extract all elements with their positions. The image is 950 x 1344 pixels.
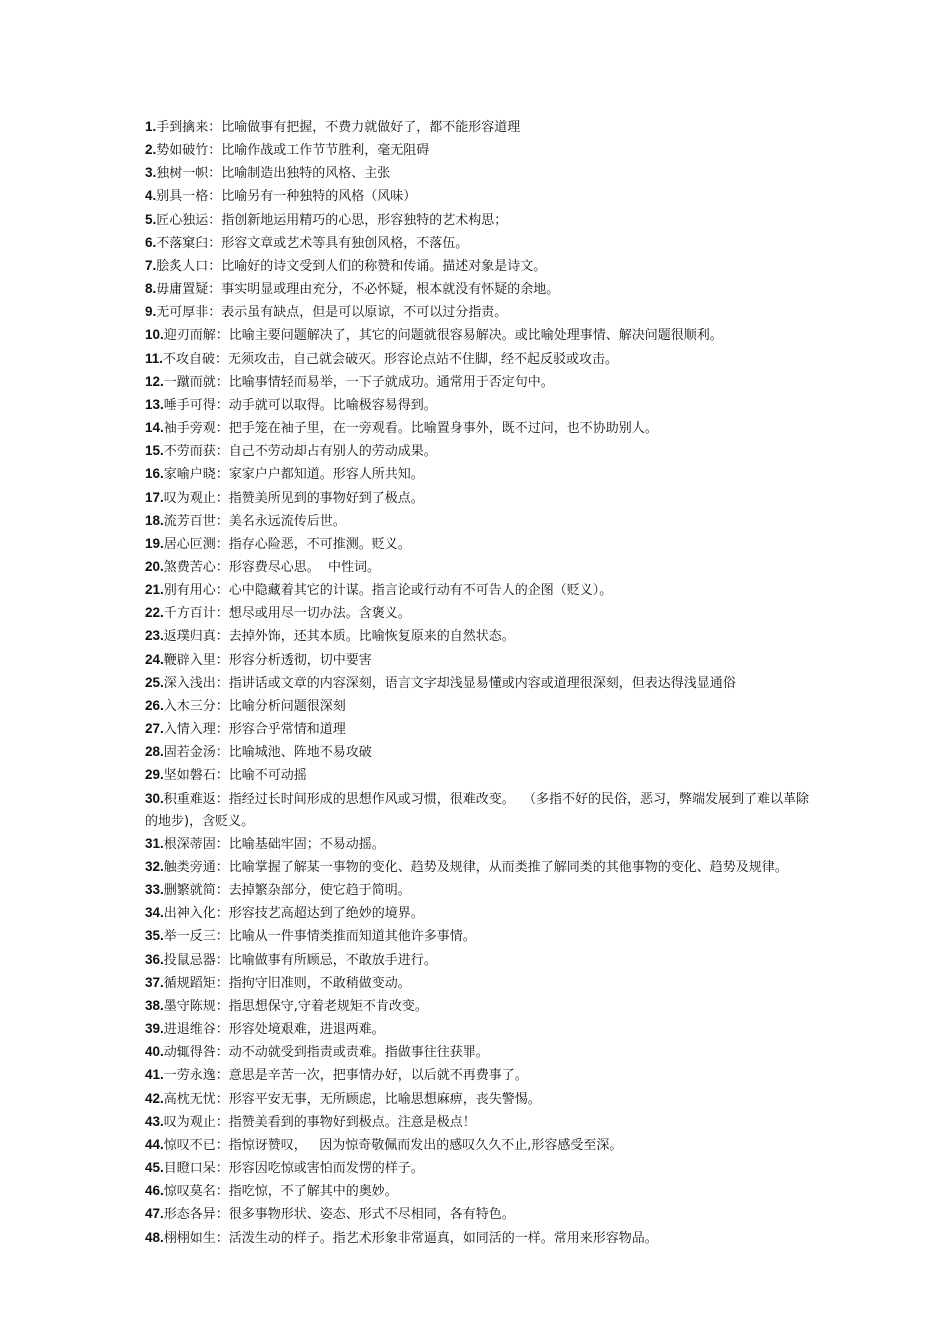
entry-definition: ：心中隐藏着其它的计谋。指言论或行动有不可告人的企图（贬义）。	[215, 583, 613, 599]
entry-definition: ：自己不劳动却占有别人的劳动成果。	[215, 444, 437, 460]
entry-term: 鞭辟入里	[163, 652, 216, 668]
entry-term: 家喻户晓	[163, 467, 216, 483]
entry-definition: ：美名永远流传后世。	[215, 513, 346, 529]
idiom-entry	[145, 972, 815, 995]
idiom-entry	[145, 741, 815, 764]
entry-definition: ：家家户户都知道。形容人所共知。	[215, 467, 424, 483]
idiom-entry	[145, 925, 815, 948]
entry-number: 22.	[145, 605, 164, 621]
idiom-entry	[145, 1227, 815, 1250]
entry-definition: ：形容平安无事，无所顾虑，比喻思想麻痹，丧失警惕。	[215, 1091, 541, 1107]
entry-number: 38.	[145, 997, 164, 1013]
entry-definition: ：指创新地运用精巧的心思，形容独特的艺术构思；	[208, 212, 508, 228]
idiom-entry	[145, 394, 815, 417]
entry-term: 手到擒来	[156, 120, 209, 135]
entry-term: 出神入化	[163, 906, 216, 922]
entry-term: 栩栩如生	[163, 1230, 216, 1246]
entry-definition: ：比喻作战或工作节节胜利，毫无阻碍	[208, 143, 430, 159]
idiom-entry	[145, 1064, 815, 1087]
idiom-entry	[145, 695, 815, 718]
entry-term: 举一反三	[163, 929, 216, 945]
entry-definition: ：比喻城池、阵地不易攻破	[215, 745, 372, 761]
entry-definition: ：形容费尽心思。 中性词。	[215, 559, 381, 575]
entry-number: 19.	[145, 535, 164, 551]
entry-definition: ：动手就可以取得。比喻极容易得到。	[215, 397, 437, 413]
entry-term: 坚如磐石	[163, 768, 216, 784]
entry-number: 33.	[145, 882, 164, 898]
idiom-entry	[145, 1088, 815, 1111]
entry-definition: ：活泼生动的样子。指艺术形象非常逼真，如同活的一样。常用来形容物品。	[215, 1230, 658, 1246]
idiom-entry	[145, 440, 815, 463]
idiom-entry	[145, 856, 815, 879]
idiom-list	[145, 116, 815, 1250]
idiom-entry	[145, 1180, 815, 1203]
entry-definition: ：指惊讶赞叹， 因为惊奇敬佩而发出的感叹久久不止,形容感受至深。	[215, 1137, 623, 1153]
entry-number: 5.	[145, 211, 157, 227]
entry-definition: ：动不动就受到指责或责难。指做事往往获罪。	[215, 1045, 489, 1061]
entry-number: 34.	[145, 905, 164, 921]
idiom-entry	[145, 1203, 815, 1226]
entry-definition: ：表示虽有缺点，但是可以原谅，不可以过分指责。	[208, 305, 508, 321]
entry-term: 入木三分	[163, 698, 216, 714]
entry-definition: ：把手笼在袖子里，在一旁观看。比喻置身事外，既不过问，也不协助别人。	[215, 421, 658, 437]
entry-number: 20.	[145, 558, 164, 574]
entry-term: 唾手可得	[163, 397, 216, 413]
entry-term: 流芳百世	[163, 513, 216, 529]
entry-definition: ：事实明显或理由充分，不必怀疑，根本就没有怀疑的余地。	[208, 282, 560, 298]
entry-term: 固若金汤	[163, 745, 216, 761]
entry-definition: ：比喻掌握了解某一事物的变化、趋势及规律，从而类推了解同类的其他事物的变化、趋势及规律。	[215, 860, 788, 875]
entry-number: 41.	[145, 1067, 164, 1083]
entry-number: 13.	[145, 396, 164, 412]
entry-definition: ：指存心险恶，不可推测。贬义。	[215, 536, 411, 552]
entry-term: 一劳永逸	[163, 1068, 216, 1084]
idiom-entry	[145, 718, 815, 741]
entry-term: 独树一帜	[156, 166, 209, 182]
idiom-entry	[145, 764, 815, 787]
entry-term: 煞费苦心	[163, 559, 216, 575]
entry-number: 17.	[145, 489, 164, 505]
entry-definition: ：形容分析透彻，切中要害	[215, 652, 372, 668]
entry-number: 23.	[145, 628, 164, 644]
entry-definition: ：比喻从一件事情类推而知道其他许多事情。	[215, 929, 476, 945]
entry-term: 高枕无忧	[163, 1091, 216, 1107]
entry-definition: ：形容技艺高超达到了绝妙的境界。	[215, 906, 424, 922]
entry-number: 4.	[145, 188, 157, 204]
idiom-entry	[145, 533, 815, 556]
entry-definition: ：比喻基础牢固；不易动摇。	[215, 836, 385, 852]
entry-definition: ：指赞美所见到的事物好到了极点。	[215, 490, 424, 506]
idiom-entry	[145, 649, 815, 672]
entry-number: 25.	[145, 674, 164, 690]
entry-term: 居心叵测	[163, 536, 216, 552]
idiom-entry	[145, 371, 815, 394]
entry-term: 势如破竹	[156, 143, 209, 159]
idiom-entry	[145, 788, 815, 833]
entry-term: 一蹴而就	[163, 374, 216, 390]
entry-number: 43.	[145, 1113, 164, 1129]
entry-number: 36.	[145, 951, 164, 967]
entry-term: 循规蹈矩	[163, 975, 216, 991]
entry-term: 投鼠忌器	[163, 952, 216, 968]
entry-number: 16.	[145, 466, 164, 482]
idiom-entry	[145, 1157, 815, 1180]
entry-term: 叹为观止	[163, 490, 216, 506]
entry-number: 11.	[145, 350, 164, 366]
idiom-entry	[145, 487, 815, 510]
entry-definition: ：比喻另有一种独特的风格（风味）	[208, 189, 417, 205]
entry-number: 18.	[145, 512, 164, 528]
entry-definition: ：形容文章或艺术等具有独创风格，不落伍。	[208, 235, 469, 251]
idiom-entry	[145, 209, 815, 232]
entry-definition: ：比喻好的诗文受到人们的称赞和传诵。描述对象是诗文。	[208, 258, 547, 274]
entry-definition: ：指讲话或文章的内容深刻，语言文字却浅显易懂或内容或道理很深刻，但表达得浅显通俗	[215, 675, 736, 691]
entry-definition: ：无须攻击，自己就会破灭。形容论点站不住脚，经不起反驳或攻击。	[215, 351, 619, 367]
entry-term: 脍炙人口	[156, 258, 209, 274]
idiom-entry	[145, 348, 815, 371]
idiom-entry	[145, 833, 815, 856]
entry-number: 8.	[145, 281, 157, 297]
idiom-entry	[145, 1134, 815, 1157]
idiom-entry	[145, 579, 815, 602]
entry-term: 积重难返	[163, 791, 216, 807]
entry-number: 37.	[145, 974, 164, 990]
entry-term: 动辄得咎	[163, 1045, 216, 1061]
idiom-entry	[145, 417, 815, 440]
entry-number: 44.	[145, 1136, 164, 1152]
entry-number: 48.	[145, 1229, 164, 1245]
idiom-entry	[145, 879, 815, 902]
entry-term: 不落窠臼	[156, 235, 209, 251]
entry-definition: ：比喻不可动摇	[215, 768, 307, 784]
entry-definition: ：指拘守旧准则，不敢稍做变动。	[215, 975, 411, 991]
entry-number: 35.	[145, 928, 164, 944]
entry-definition: ：很多事物形状、姿态、形式不尽相同，各有特色。	[215, 1207, 515, 1223]
entry-term: 触类旁通	[163, 860, 216, 875]
entry-number: 29.	[145, 767, 164, 783]
entry-term: 深入浅出	[163, 675, 216, 691]
entry-definition: ：意思是辛苦一次，把事情办好，以后就不再费事了。	[215, 1068, 528, 1084]
entry-number: 26.	[145, 697, 164, 713]
entry-number: 7.	[145, 257, 157, 273]
entry-number: 15.	[145, 443, 164, 459]
entry-term: 进退维谷	[163, 1022, 216, 1038]
idiom-entry	[145, 162, 815, 185]
entry-term: 袖手旁观	[163, 421, 216, 437]
entry-number: 31.	[145, 835, 164, 851]
idiom-entry	[145, 255, 815, 278]
entry-term: 形态各异	[163, 1207, 216, 1223]
entry-term: 别具一格	[156, 189, 209, 205]
idiom-entry	[145, 1041, 815, 1064]
entry-definition: ：比喻事情轻而易举，一下子就成功。通常用于否定句中。	[215, 374, 554, 390]
idiom-entry	[145, 232, 815, 255]
entry-number: 6.	[145, 234, 157, 250]
entry-number: 3.	[145, 165, 157, 181]
entry-term: 入情入理	[163, 722, 216, 738]
entry-number: 10.	[145, 327, 164, 343]
entry-number: 12.	[145, 373, 164, 389]
entry-definition: ：想尽或用尽一切办法。含褒义。	[215, 606, 411, 622]
entry-definition: ：形容处境艰难，进退两难。	[215, 1022, 385, 1038]
entry-number: 2.	[145, 142, 157, 158]
entry-number: 27.	[145, 721, 164, 737]
entry-number: 47.	[145, 1206, 164, 1222]
entry-term: 匠心独运	[156, 212, 209, 228]
entry-definition: ：形容因吃惊或害怕而发愣的样子。	[215, 1161, 424, 1177]
entry-definition: ：指经过长时间形成的思想作风或习惯，很难改变。 （多指不好的民俗，恶习，弊端发展到了难以革除的地步)，含贬义。	[145, 791, 810, 829]
idiom-entry	[145, 278, 815, 301]
entry-number: 40.	[145, 1044, 164, 1060]
entry-number: 28.	[145, 744, 164, 760]
entry-term: 迎刃而解	[163, 328, 216, 344]
entry-number: 30.	[145, 790, 164, 806]
entry-definition: ：比喻主要问题解决了，其它的问题就很容易解决。或比喻处理事情、解决问题很顺利。	[215, 328, 723, 344]
entry-term: 根深蒂固	[163, 836, 216, 852]
idiom-entry	[145, 672, 815, 695]
entry-definition: ：比喻分析问题很深刻	[215, 698, 346, 714]
entry-number: 24.	[145, 651, 164, 667]
entry-definition: ：比喻制造出独特的风格、主张	[208, 166, 391, 182]
idiom-entry	[145, 902, 815, 925]
entry-term: 惊叹不已	[163, 1137, 216, 1153]
entry-number: 45.	[145, 1160, 164, 1176]
entry-number: 1.	[145, 119, 157, 134]
idiom-entry	[145, 185, 815, 208]
idiom-entry	[145, 1018, 815, 1041]
entry-term: 无可厚非	[156, 305, 209, 321]
entry-definition: ：形容合乎常情和道理	[215, 722, 346, 738]
entry-term: 惊叹莫名	[163, 1184, 216, 1200]
idiom-entry	[145, 949, 815, 972]
entry-definition: ：去掉繁杂部分，使它趋于简明。	[215, 883, 411, 899]
idiom-entry	[145, 602, 815, 625]
entry-term: 不攻自破	[163, 351, 216, 367]
entry-term: 目瞪口呆	[163, 1161, 216, 1177]
entry-definition: ：指赞美看到的事物好到极点。注意是极点！	[215, 1114, 476, 1130]
entry-number: 21.	[145, 582, 164, 598]
entry-term: 别有用心	[163, 583, 216, 599]
entry-number: 42.	[145, 1090, 164, 1106]
idiom-entry	[145, 1111, 815, 1134]
idiom-entry	[145, 139, 815, 162]
entry-number: 9.	[145, 304, 157, 320]
entry-definition: ：比喻做事有所顾忌，不敢放手进行。	[215, 952, 437, 968]
entry-term: 毋庸置疑	[156, 282, 209, 298]
entry-definition: ：比喻做事有把握，不费力就做好了，都不能形容道理	[208, 120, 521, 135]
entry-definition: ：去掉外饰，还其本质。比喻恢复原来的自然状态。	[215, 629, 515, 645]
entry-number: 14.	[145, 420, 164, 436]
idiom-entry	[145, 995, 815, 1018]
entry-number: 46.	[145, 1183, 164, 1199]
entry-definition: ：指吃惊，不了解其中的奥妙。	[215, 1184, 398, 1200]
idiom-entry	[145, 556, 815, 579]
idiom-entry	[145, 301, 815, 324]
entry-term: 返璞归真	[163, 629, 216, 645]
idiom-entry	[145, 463, 815, 486]
entry-term: 墨守陈规	[163, 998, 216, 1014]
idiom-entry	[145, 510, 815, 533]
entry-term: 叹为观止	[163, 1114, 216, 1130]
idiom-entry	[145, 625, 815, 648]
entry-number: 39.	[145, 1021, 164, 1037]
idiom-entry	[145, 116, 815, 139]
entry-definition: ：指思想保守,守着老规矩不肯改变。	[215, 998, 428, 1014]
entry-term: 不劳而获	[163, 444, 216, 460]
idiom-entry	[145, 324, 815, 347]
entry-number: 32.	[145, 859, 164, 874]
entry-term: 删繁就简	[163, 883, 216, 899]
entry-term: 千方百计	[163, 606, 216, 622]
